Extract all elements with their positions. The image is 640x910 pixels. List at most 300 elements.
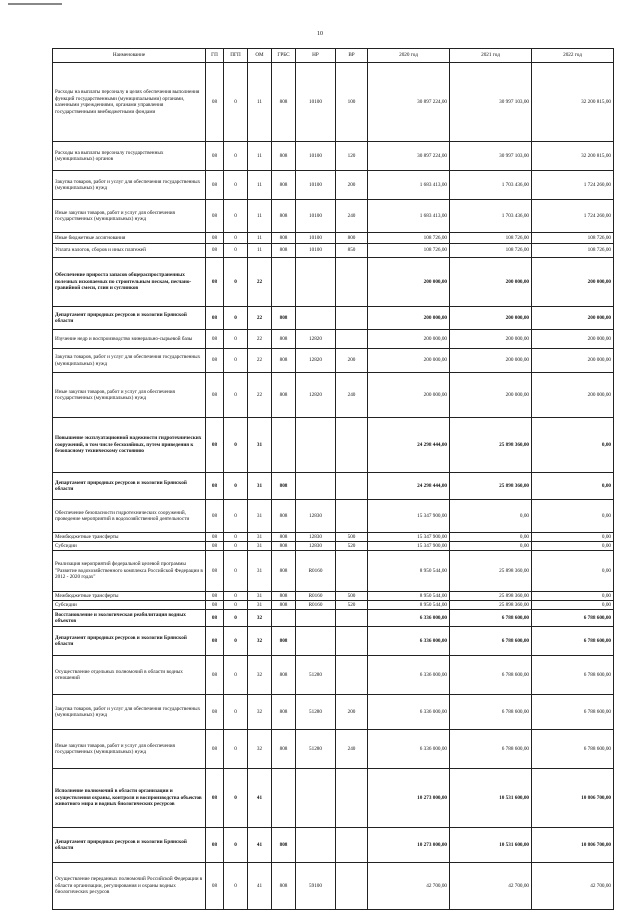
table-row: [53, 828, 614, 863]
row-vr-cell: [336, 418, 368, 473]
row-pgp-cell: 0: [224, 627, 248, 656]
header-vr: ВР: [336, 49, 368, 63]
row-vr-cell: 120: [336, 142, 368, 171]
row-gp-cell: 08: [206, 828, 224, 863]
row-pgp-cell: 0: [224, 695, 248, 730]
row-2021-cell: 25 898 360,00: [450, 418, 532, 473]
row-grbs-cell: 808: [272, 200, 296, 233]
row-gp-cell: 08: [206, 258, 224, 307]
row-grbs-cell: 808: [272, 533, 296, 542]
row-nr-cell: [296, 307, 336, 330]
row-om-cell: 22: [248, 349, 272, 373]
row-name-cell: Изучение недр и воспроизводство минерально-сырьевой базы: [53, 330, 206, 349]
row-nr-cell: [296, 610, 336, 627]
row-name-cell: Закупка товаров, работ и услуг для обеспечения государственных (муниципальных) нужд: [53, 349, 206, 373]
table-row: [53, 244, 614, 258]
row-2022-cell: 0,00: [532, 601, 614, 610]
row-2022-cell: 0,00: [532, 592, 614, 601]
row-grbs-cell: 808: [272, 627, 296, 656]
table-row: [53, 656, 614, 695]
row-om-cell: 22: [248, 330, 272, 349]
header-2021: 2021 год: [450, 49, 532, 63]
row-nr-cell: 51280: [296, 656, 336, 695]
row-2020-cell: 8 950 544,00: [368, 601, 450, 610]
table-row: [53, 695, 614, 730]
row-vr-cell: 200: [336, 695, 368, 730]
row-pgp-cell: 0: [224, 307, 248, 330]
row-2021-cell: 1 703 436,00: [450, 200, 532, 233]
row-vr-cell: 200: [336, 171, 368, 200]
row-2021-cell: 6 788 600,00: [450, 610, 532, 627]
row-grbs-cell: [272, 769, 296, 828]
table-header-row: [53, 49, 614, 63]
row-pgp-cell: 0: [224, 233, 248, 244]
row-2022-cell: 0,00: [532, 551, 614, 592]
row-om-cell: 11: [248, 142, 272, 171]
table-row: [53, 233, 614, 244]
row-om-cell: 22: [248, 258, 272, 307]
row-2021-cell: 0,00: [450, 542, 532, 551]
row-name-cell: Иные закупки товаров, работ и услуг для обеспечения государственных (муниципальных) нужд: [53, 200, 206, 233]
row-om-cell: 31: [248, 592, 272, 601]
table-row: [53, 142, 614, 171]
row-grbs-cell: 808: [272, 551, 296, 592]
row-2021-cell: 6 788 600,00: [450, 730, 532, 769]
row-2021-cell: 42 700,00: [450, 863, 532, 910]
row-vr-cell: 850: [336, 244, 368, 258]
row-2020-cell: 108 726,00: [368, 244, 450, 258]
row-2022-cell: 6 788 600,00: [532, 730, 614, 769]
row-2022-cell: 10 806 700,00: [532, 769, 614, 828]
row-2021-cell: 108 726,00: [450, 233, 532, 244]
row-gp-cell: 08: [206, 373, 224, 418]
row-vr-cell: [336, 500, 368, 533]
row-2020-cell: 200 000,00: [368, 349, 450, 373]
row-2021-cell: 30 997 103,00: [450, 63, 532, 142]
row-2021-cell: 6 788 600,00: [450, 656, 532, 695]
row-2020-cell: 6 336 000,00: [368, 695, 450, 730]
row-gp-cell: 08: [206, 769, 224, 828]
row-gp-cell: 08: [206, 542, 224, 551]
row-2021-cell: 30 997 103,00: [450, 142, 532, 171]
row-name-cell: Осуществление переданных полномочий Российской Федерации в области организации, регулирования и охраны водных биологических ресурсов: [53, 863, 206, 910]
row-name-cell: Иные бюджетные ассигнования: [53, 233, 206, 244]
row-pgp-cell: 0: [224, 542, 248, 551]
row-pgp-cell: 0: [224, 828, 248, 863]
row-nr-cell: 10100: [296, 142, 336, 171]
row-pgp-cell: 0: [224, 500, 248, 533]
row-pgp-cell: 0: [224, 258, 248, 307]
table-row: [53, 307, 614, 330]
header-name: Наименование: [53, 49, 206, 63]
row-2021-cell: 10 531 600,00: [450, 828, 532, 863]
row-name-cell: Департамент природных ресурсов и экологии Брянской области: [53, 627, 206, 656]
row-2022-cell: 0,00: [532, 542, 614, 551]
row-name-cell: Департамент природных ресурсов и экологии Брянской области: [53, 307, 206, 330]
row-grbs-cell: 808: [272, 601, 296, 610]
row-2020-cell: 30 897 224,00: [368, 142, 450, 171]
row-om-cell: 31: [248, 473, 272, 500]
row-om-cell: 31: [248, 601, 272, 610]
table-row: [53, 258, 614, 307]
table-row: [53, 418, 614, 473]
table-row: [53, 610, 614, 627]
row-name-cell: Восстановление и экологическая реабилитация водных объектов: [53, 610, 206, 627]
row-2021-cell: 6 788 600,00: [450, 695, 532, 730]
row-2022-cell: 10 806 700,00: [532, 828, 614, 863]
row-om-cell: 41: [248, 828, 272, 863]
header-gp: ГП: [206, 49, 224, 63]
row-nr-cell: 10100: [296, 171, 336, 200]
row-2020-cell: 200 000,00: [368, 307, 450, 330]
row-pgp-cell: 0: [224, 473, 248, 500]
table-row: [53, 473, 614, 500]
row-gp-cell: 08: [206, 142, 224, 171]
row-2022-cell: 6 788 600,00: [532, 627, 614, 656]
row-grbs-cell: 808: [272, 730, 296, 769]
row-2020-cell: 6 336 000,00: [368, 610, 450, 627]
row-2022-cell: 0,00: [532, 473, 614, 500]
row-gp-cell: 08: [206, 863, 224, 910]
row-om-cell: 11: [248, 233, 272, 244]
row-grbs-cell: 808: [272, 244, 296, 258]
table-row: [53, 349, 614, 373]
row-2022-cell: 0,00: [532, 500, 614, 533]
row-name-cell: Межбюджетные трансферты: [53, 533, 206, 542]
row-name-cell: Уплата налогов, сборов и иных платежей: [53, 244, 206, 258]
row-name-cell: Повышение эксплуатационной надежности гидротехнических сооружений, в том числе бесхозяйных, путем приведения к безопасному техническому состоянию: [53, 418, 206, 473]
table-row: [53, 769, 614, 828]
row-om-cell: 11: [248, 200, 272, 233]
row-nr-cell: 10100: [296, 233, 336, 244]
table-row: [53, 171, 614, 200]
row-2020-cell: 8 950 544,00: [368, 551, 450, 592]
table-row: [53, 330, 614, 349]
row-om-cell: 32: [248, 610, 272, 627]
row-2021-cell: 0,00: [450, 533, 532, 542]
row-2022-cell: 108 726,00: [532, 244, 614, 258]
row-2022-cell: 1 724 260,00: [532, 200, 614, 233]
table-row: [53, 730, 614, 769]
row-vr-cell: [336, 627, 368, 656]
scan-artifact-line: [8, 3, 62, 5]
row-vr-cell: [336, 551, 368, 592]
header-om: ОМ: [248, 49, 272, 63]
row-nr-cell: 12820: [296, 330, 336, 349]
row-2020-cell: 200 000,00: [368, 373, 450, 418]
row-nr-cell: 12820: [296, 373, 336, 418]
row-2022-cell: 6 788 600,00: [532, 656, 614, 695]
row-gp-cell: 08: [206, 233, 224, 244]
row-2020-cell: 108 726,00: [368, 233, 450, 244]
row-gp-cell: 08: [206, 500, 224, 533]
row-2021-cell: 0,00: [450, 500, 532, 533]
row-2022-cell: 108 726,00: [532, 233, 614, 244]
row-grbs-cell: 808: [272, 656, 296, 695]
row-om-cell: 31: [248, 542, 272, 551]
row-gp-cell: 08: [206, 627, 224, 656]
table-row: [53, 601, 614, 610]
row-pgp-cell: 0: [224, 63, 248, 142]
row-pgp-cell: 0: [224, 142, 248, 171]
row-pgp-cell: 0: [224, 533, 248, 542]
row-om-cell: 11: [248, 63, 272, 142]
row-nr-cell: 10100: [296, 200, 336, 233]
row-vr-cell: [336, 863, 368, 910]
row-2022-cell: 32 200 815,00: [532, 142, 614, 171]
row-om-cell: 31: [248, 551, 272, 592]
row-gp-cell: 08: [206, 200, 224, 233]
row-2022-cell: 200 000,00: [532, 373, 614, 418]
row-2020-cell: 200 000,00: [368, 330, 450, 349]
row-vr-cell: 240: [336, 200, 368, 233]
table-row: [53, 863, 614, 910]
header-pgp: ПГП: [224, 49, 248, 63]
row-grbs-cell: 808: [272, 542, 296, 551]
row-2021-cell: 6 788 600,00: [450, 627, 532, 656]
row-pgp-cell: 0: [224, 373, 248, 418]
table-row: [53, 627, 614, 656]
row-gp-cell: 08: [206, 601, 224, 610]
row-gp-cell: 08: [206, 730, 224, 769]
row-grbs-cell: [272, 418, 296, 473]
row-nr-cell: 12830: [296, 500, 336, 533]
row-2021-cell: 200 000,00: [450, 258, 532, 307]
row-nr-cell: [296, 627, 336, 656]
row-name-cell: Иные закупки товаров, работ и услуг для обеспечения государственных (муниципальных) нужд: [53, 730, 206, 769]
row-2021-cell: 10 531 600,00: [450, 769, 532, 828]
row-om-cell: 41: [248, 769, 272, 828]
row-vr-cell: 100: [336, 63, 368, 142]
row-nr-cell: 10100: [296, 63, 336, 142]
table-row: [53, 63, 614, 142]
row-name-cell: Осуществление отдельных полномочий в области водных отношений: [53, 656, 206, 695]
row-pgp-cell: 0: [224, 656, 248, 695]
row-nr-cell: 12820: [296, 349, 336, 373]
row-2022-cell: 200 000,00: [532, 307, 614, 330]
row-2020-cell: 15 347 900,00: [368, 500, 450, 533]
row-name-cell: Исполнение полномочий в области организации и осуществления охраны, контроля и воспроизводства объектов животного мира и водных биологических ресурсов: [53, 769, 206, 828]
row-gp-cell: 08: [206, 610, 224, 627]
row-vr-cell: 240: [336, 730, 368, 769]
row-2020-cell: 1 683 413,00: [368, 200, 450, 233]
row-name-cell: Реализация мероприятий федеральной целевой программы "Развитие водохозяйственного комплекса Российской Федерации в 2012 - 2020 годах": [53, 551, 206, 592]
row-2020-cell: 15 347 900,00: [368, 542, 450, 551]
row-name-cell: Закупка товаров, работ и услуг для обеспечения государственных (муниципальных) нужд: [53, 695, 206, 730]
row-grbs-cell: 808: [272, 373, 296, 418]
row-2020-cell: 8 950 544,00: [368, 592, 450, 601]
row-name-cell: Расходы на выплаты персоналу государственных (муниципальных) органов: [53, 142, 206, 171]
row-nr-cell: [296, 258, 336, 307]
row-2022-cell: 200 000,00: [532, 349, 614, 373]
row-name-cell: Расходы на выплаты персоналу в целях обеспечения выполнения функций государственными (муниципальными) органами, казенными учреждениями, органами управления государственными внебюджетными фондами: [53, 63, 206, 142]
row-vr-cell: [336, 473, 368, 500]
header-2020: 2020 год: [368, 49, 450, 63]
row-gp-cell: 08: [206, 695, 224, 730]
row-vr-cell: 240: [336, 373, 368, 418]
table-row: [53, 533, 614, 542]
row-2022-cell: 0,00: [532, 418, 614, 473]
row-grbs-cell: 808: [272, 592, 296, 601]
row-om-cell: 11: [248, 171, 272, 200]
row-nr-cell: [296, 418, 336, 473]
row-nr-cell: [296, 473, 336, 500]
row-name-cell: Департамент природных ресурсов и экологии Брянской области: [53, 473, 206, 500]
row-vr-cell: [336, 610, 368, 627]
row-2021-cell: 1 703 436,00: [450, 171, 532, 200]
row-pgp-cell: 0: [224, 330, 248, 349]
row-grbs-cell: 808: [272, 307, 296, 330]
row-2022-cell: 200 000,00: [532, 258, 614, 307]
row-vr-cell: [336, 307, 368, 330]
row-om-cell: 22: [248, 307, 272, 330]
row-grbs-cell: 808: [272, 349, 296, 373]
row-om-cell: 32: [248, 695, 272, 730]
row-gp-cell: 08: [206, 551, 224, 592]
row-vr-cell: [336, 330, 368, 349]
header-grbs: ГРБС: [272, 49, 296, 63]
row-om-cell: 22: [248, 373, 272, 418]
row-pgp-cell: 0: [224, 171, 248, 200]
row-nr-cell: [296, 828, 336, 863]
row-2022-cell: 6 788 600,00: [532, 610, 614, 627]
row-nr-cell: R0160: [296, 601, 336, 610]
row-name-cell: Обеспечение безопасности гидротехнических сооружений, проведение мероприятий в водохозяйственной деятельности: [53, 500, 206, 533]
row-nr-cell: [296, 769, 336, 828]
row-grbs-cell: 808: [272, 500, 296, 533]
row-om-cell: 32: [248, 730, 272, 769]
row-nr-cell: 10100: [296, 244, 336, 258]
row-gp-cell: 08: [206, 171, 224, 200]
row-nr-cell: R0160: [296, 592, 336, 601]
row-vr-cell: [336, 656, 368, 695]
row-gp-cell: 08: [206, 533, 224, 542]
row-2022-cell: 1 724 260,00: [532, 171, 614, 200]
row-2022-cell: 6 788 600,00: [532, 695, 614, 730]
row-vr-cell: 500: [336, 592, 368, 601]
row-grbs-cell: 808: [272, 828, 296, 863]
row-gp-cell: 08: [206, 63, 224, 142]
budget-table: [52, 48, 614, 910]
row-om-cell: 31: [248, 418, 272, 473]
row-2020-cell: 24 298 444,00: [368, 418, 450, 473]
row-name-cell: Межбюджетные трансферты: [53, 592, 206, 601]
row-pgp-cell: 0: [224, 863, 248, 910]
row-gp-cell: 08: [206, 349, 224, 373]
row-om-cell: 32: [248, 656, 272, 695]
row-grbs-cell: 808: [272, 63, 296, 142]
row-gp-cell: 08: [206, 418, 224, 473]
row-grbs-cell: 808: [272, 863, 296, 910]
header-2022: 2022 год: [532, 49, 614, 63]
row-pgp-cell: 0: [224, 349, 248, 373]
row-vr-cell: 800: [336, 233, 368, 244]
row-2020-cell: 24 298 444,00: [368, 473, 450, 500]
row-pgp-cell: 0: [224, 730, 248, 769]
row-nr-cell: 59100: [296, 863, 336, 910]
row-pgp-cell: 0: [224, 601, 248, 610]
row-grbs-cell: 808: [272, 233, 296, 244]
row-name-cell: Департамент природных ресурсов и экологии Брянской области: [53, 828, 206, 863]
row-grbs-cell: [272, 258, 296, 307]
row-2021-cell: 200 000,00: [450, 373, 532, 418]
row-gp-cell: 08: [206, 473, 224, 500]
row-gp-cell: 08: [206, 244, 224, 258]
row-grbs-cell: 808: [272, 142, 296, 171]
row-grbs-cell: 808: [272, 330, 296, 349]
row-pgp-cell: 0: [224, 592, 248, 601]
row-vr-cell: [336, 828, 368, 863]
table-row: [53, 200, 614, 233]
table-row: [53, 500, 614, 533]
table-row: [53, 373, 614, 418]
row-om-cell: 32: [248, 627, 272, 656]
table-row: [53, 551, 614, 592]
row-2020-cell: 6 336 000,00: [368, 730, 450, 769]
row-2020-cell: 30 897 224,00: [368, 63, 450, 142]
row-nr-cell: 51280: [296, 730, 336, 769]
row-2021-cell: 108 726,00: [450, 244, 532, 258]
header-nr: НР: [296, 49, 336, 63]
row-gp-cell: 08: [206, 307, 224, 330]
row-pgp-cell: 0: [224, 610, 248, 627]
row-nr-cell: 51280: [296, 695, 336, 730]
row-2020-cell: 6 336 000,00: [368, 627, 450, 656]
row-2021-cell: 25 898 360,00: [450, 473, 532, 500]
row-vr-cell: 520: [336, 601, 368, 610]
row-name-cell: Субсидии: [53, 601, 206, 610]
row-2020-cell: 42 700,00: [368, 863, 450, 910]
row-gp-cell: 08: [206, 592, 224, 601]
row-2021-cell: 200 000,00: [450, 330, 532, 349]
row-2021-cell: 200 000,00: [450, 307, 532, 330]
page-number: 10: [317, 31, 323, 37]
row-grbs-cell: 808: [272, 171, 296, 200]
row-2020-cell: 6 336 000,00: [368, 656, 450, 695]
row-2022-cell: 200 000,00: [532, 330, 614, 349]
row-pgp-cell: 0: [224, 418, 248, 473]
row-2021-cell: 25 898 360,00: [450, 601, 532, 610]
row-vr-cell: [336, 769, 368, 828]
row-om-cell: 31: [248, 533, 272, 542]
row-pgp-cell: 0: [224, 244, 248, 258]
row-gp-cell: 08: [206, 330, 224, 349]
row-grbs-cell: 808: [272, 473, 296, 500]
row-2020-cell: 200 000,00: [368, 258, 450, 307]
row-grbs-cell: 808: [272, 695, 296, 730]
row-pgp-cell: 0: [224, 200, 248, 233]
row-vr-cell: [336, 258, 368, 307]
row-2021-cell: 25 898 360,00: [450, 551, 532, 592]
row-2020-cell: 15 347 900,00: [368, 533, 450, 542]
table-row: [53, 592, 614, 601]
row-om-cell: 11: [248, 244, 272, 258]
row-name-cell: Иные закупки товаров, работ и услуг для обеспечения государственных (муниципальных) нужд: [53, 373, 206, 418]
row-nr-cell: 12830: [296, 542, 336, 551]
row-2020-cell: 10 273 000,00: [368, 828, 450, 863]
row-nr-cell: R0160: [296, 551, 336, 592]
row-vr-cell: 520: [336, 542, 368, 551]
row-gp-cell: 08: [206, 656, 224, 695]
row-pgp-cell: 0: [224, 769, 248, 828]
row-om-cell: 31: [248, 500, 272, 533]
row-pgp-cell: 0: [224, 551, 248, 592]
row-name-cell: Обеспечение прироста запасов общераспространенных полезных ископаемых по строительным пескам, песчано-гравийной смеси, глин и суглинков: [53, 258, 206, 307]
table-row: [53, 542, 614, 551]
row-name-cell: Закупка товаров, работ и услуг для обеспечения государственных (муниципальных) нужд: [53, 171, 206, 200]
row-2022-cell: 32 200 815,00: [532, 63, 614, 142]
row-2020-cell: 1 683 413,00: [368, 171, 450, 200]
